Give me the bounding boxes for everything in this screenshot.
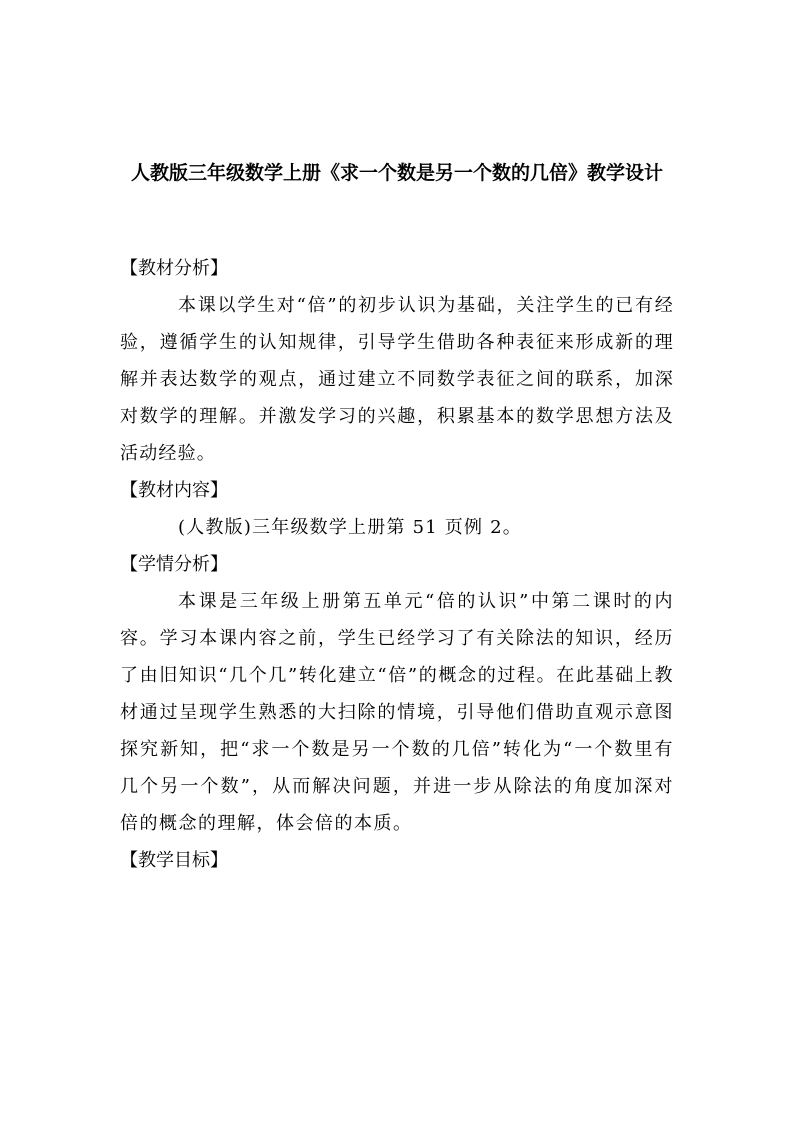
document-title: 人教版三年级数学上册《求一个数是另一个数的几倍》教学设计 [130, 162, 663, 184]
section-textbook-content [120, 472, 674, 546]
section-paragraph: (人教版)三年级数学上册第 51 页例 2。 [178, 517, 522, 538]
section-paragraph: 本课以学生对“倍”的初步认识为基础，关注学生的已有经验，遵循学生的认知规律，引导学生借助各种表征来形成新的理解并表达数学的观点，通过建立不同数学表征之间的联系，加深对数学的理解。并激发学习的兴趣，积累基本的数学思想方法及活动经验。 [120, 295, 674, 464]
section-heading: 【教学目标】 [120, 850, 228, 871]
section-teaching-objectives [120, 842, 674, 879]
section-heading: 【教材分析】 [120, 258, 228, 279]
section-heading: 【教材内容】 [120, 480, 228, 501]
section-paragraph: 本课是三年级上册第五单元“倍的认识”中第二课时的内容。学习本课内容之前，学生已经学习了有关除法的知识，经历了由旧知识“几个几”转化建立“倍”的概念的过程。在此基础上教材通过呈现学生熟悉的大扫除的情境，引导他们借助直观示意图探究新知，把“求一个数是另一个数的几倍”转化为“一个数里有几个另一个数”，从而解决问题，并进一步从除法的角度加深对倍的概念的理解，体会倍的本质。 [120, 591, 674, 834]
section-textbook-analysis [120, 250, 674, 472]
document-body [120, 250, 674, 879]
section-student-analysis [120, 546, 674, 842]
section-heading: 【学情分析】 [120, 554, 228, 575]
